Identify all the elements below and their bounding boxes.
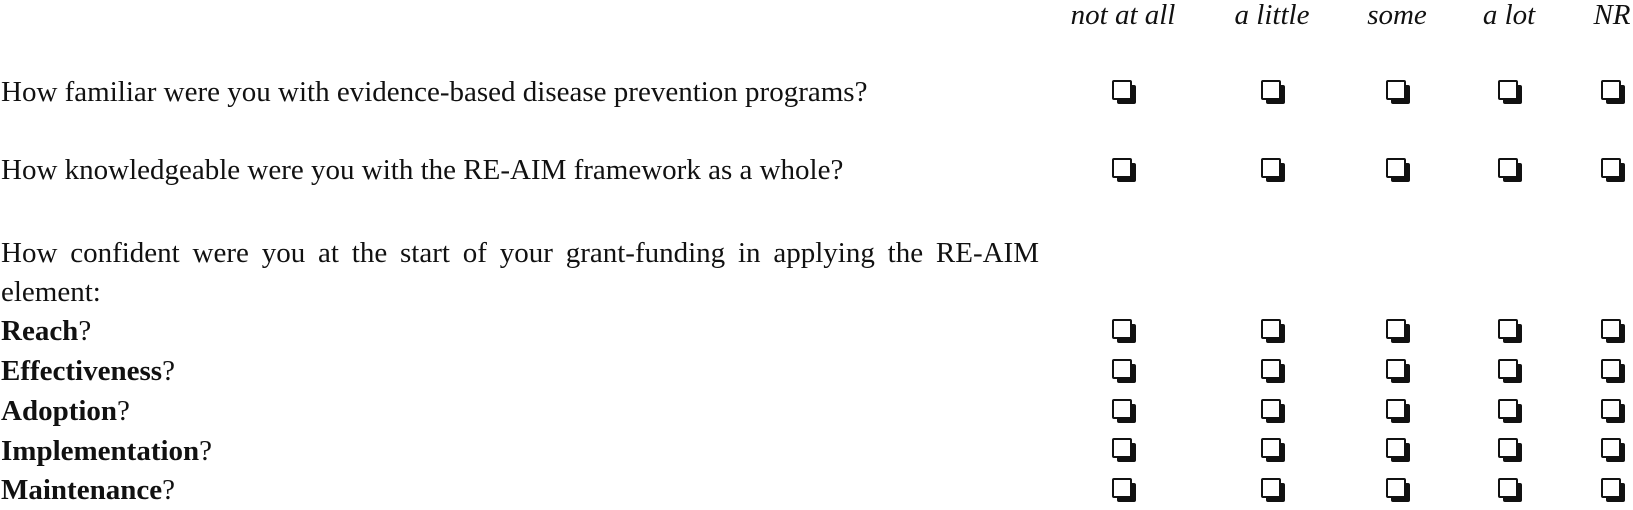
- checkbox-box: [1261, 438, 1281, 458]
- element-suffix: ?: [117, 395, 130, 427]
- checkbox-knowledge-a-little[interactable]: [1261, 158, 1283, 180]
- checkbox-effectiveness-a-lot[interactable]: [1498, 359, 1520, 381]
- element-label: [1, 431, 212, 471]
- checkbox-box: [1601, 158, 1621, 178]
- checkbox-box: [1386, 399, 1406, 419]
- column-header-not-at-all: not at all: [1070, 0, 1176, 31]
- checkbox-box: [1386, 80, 1406, 100]
- column-header-some: some: [1367, 0, 1427, 31]
- checkbox-box: [1498, 158, 1518, 178]
- element-label: [1, 351, 175, 391]
- checkbox-maintenance-nr[interactable]: [1601, 478, 1623, 500]
- checkbox-box: [1498, 478, 1518, 498]
- confidence-question-intro: How confident were you at the start of your grant-funding in applying the RE-AIM element:: [1, 237, 1039, 308]
- checkbox-knowledge-not-at-all[interactable]: [1112, 158, 1134, 180]
- checkbox-box: [1112, 80, 1132, 100]
- checkbox-box: [1498, 399, 1518, 419]
- checkbox-box: [1498, 319, 1518, 339]
- checkbox-reach-a-little[interactable]: [1261, 319, 1283, 341]
- checkbox-box: [1601, 359, 1621, 379]
- element-label: [1, 391, 130, 431]
- checkbox-reach-not-at-all[interactable]: [1112, 319, 1134, 341]
- element-name: Implementation: [1, 435, 200, 467]
- checkbox-box: [1498, 438, 1518, 458]
- question-text: How knowledgeable were you with the RE-AIM framework as a whole?: [1, 154, 844, 186]
- checkbox-adoption-a-little[interactable]: [1261, 399, 1283, 421]
- checkbox-familiarity-nr[interactable]: [1601, 80, 1623, 102]
- checkbox-box: [1498, 80, 1518, 100]
- checkbox-box: [1386, 438, 1406, 458]
- checkbox-familiarity-a-little[interactable]: [1261, 80, 1283, 102]
- checkbox-box: [1601, 478, 1621, 498]
- checkbox-familiarity-not-at-all[interactable]: [1112, 80, 1134, 102]
- checkbox-maintenance-a-lot[interactable]: [1498, 478, 1520, 500]
- checkbox-familiarity-some[interactable]: [1386, 80, 1408, 102]
- checkbox-reach-nr[interactable]: [1601, 319, 1623, 341]
- checkbox-box: [1112, 438, 1132, 458]
- checkbox-effectiveness-nr[interactable]: [1601, 359, 1623, 381]
- column-header-a-little: a little: [1234, 0, 1310, 31]
- checkbox-box: [1601, 319, 1621, 339]
- element-suffix: ?: [199, 435, 213, 467]
- checkbox-box: [1386, 478, 1406, 498]
- checkbox-adoption-a-lot[interactable]: [1498, 399, 1520, 421]
- element-name: Adoption: [1, 395, 118, 427]
- checkbox-effectiveness-some[interactable]: [1386, 359, 1408, 381]
- element-suffix: ?: [78, 315, 92, 347]
- checkbox-familiarity-a-lot[interactable]: [1498, 80, 1520, 102]
- checkbox-maintenance-some[interactable]: [1386, 478, 1408, 500]
- checkbox-implementation-a-little[interactable]: [1261, 438, 1283, 460]
- checkbox-box: [1601, 80, 1621, 100]
- checkbox-box: [1112, 158, 1132, 178]
- checkbox-maintenance-not-at-all[interactable]: [1112, 478, 1134, 500]
- checkbox-effectiveness-not-at-all[interactable]: [1112, 359, 1134, 381]
- column-header-row: [0, 0, 1633, 40]
- checkbox-box: [1261, 319, 1281, 339]
- checkbox-knowledge-some[interactable]: [1386, 158, 1408, 180]
- checkbox-adoption-nr[interactable]: [1601, 399, 1623, 421]
- checkbox-box: [1261, 478, 1281, 498]
- checkbox-box: [1112, 359, 1132, 379]
- checkbox-box: [1112, 319, 1132, 339]
- element-suffix: ?: [162, 355, 175, 387]
- checkbox-reach-a-lot[interactable]: [1498, 319, 1520, 341]
- checkbox-reach-some[interactable]: [1386, 319, 1408, 341]
- checkbox-adoption-not-at-all[interactable]: [1112, 399, 1134, 421]
- checkbox-box: [1112, 478, 1132, 498]
- checkbox-box: [1386, 359, 1406, 379]
- element-name: Effectiveness: [1, 355, 163, 387]
- element-suffix: ?: [162, 474, 175, 506]
- checkbox-maintenance-a-little[interactable]: [1261, 478, 1283, 500]
- checkbox-implementation-a-lot[interactable]: [1498, 438, 1520, 460]
- checkbox-implementation-some[interactable]: [1386, 438, 1408, 460]
- checkbox-box: [1261, 158, 1281, 178]
- checkbox-knowledge-a-lot[interactable]: [1498, 158, 1520, 180]
- checkbox-box: [1112, 399, 1132, 419]
- checkbox-box: [1261, 80, 1281, 100]
- column-header-a-lot: a lot: [1482, 0, 1536, 31]
- checkbox-box: [1498, 359, 1518, 379]
- checkbox-knowledge-nr[interactable]: [1601, 158, 1623, 180]
- checkbox-box: [1386, 158, 1406, 178]
- checkbox-box: [1601, 399, 1621, 419]
- checkbox-adoption-some[interactable]: [1386, 399, 1408, 421]
- element-name: Maintenance: [1, 474, 163, 506]
- checkbox-box: [1261, 399, 1281, 419]
- checkbox-implementation-not-at-all[interactable]: [1112, 438, 1134, 460]
- checkbox-box: [1601, 438, 1621, 458]
- element-label: [1, 311, 91, 351]
- element-label: [1, 470, 175, 510]
- checkbox-box: [1386, 319, 1406, 339]
- checkbox-effectiveness-a-little[interactable]: [1261, 359, 1283, 381]
- question-text: How familiar were you with evidence-based disease prevention programs?: [1, 76, 868, 108]
- checkbox-box: [1261, 359, 1281, 379]
- element-name: Reach: [1, 315, 79, 347]
- checkbox-implementation-nr[interactable]: [1601, 438, 1623, 460]
- column-header-nr: NR: [1593, 0, 1631, 31]
